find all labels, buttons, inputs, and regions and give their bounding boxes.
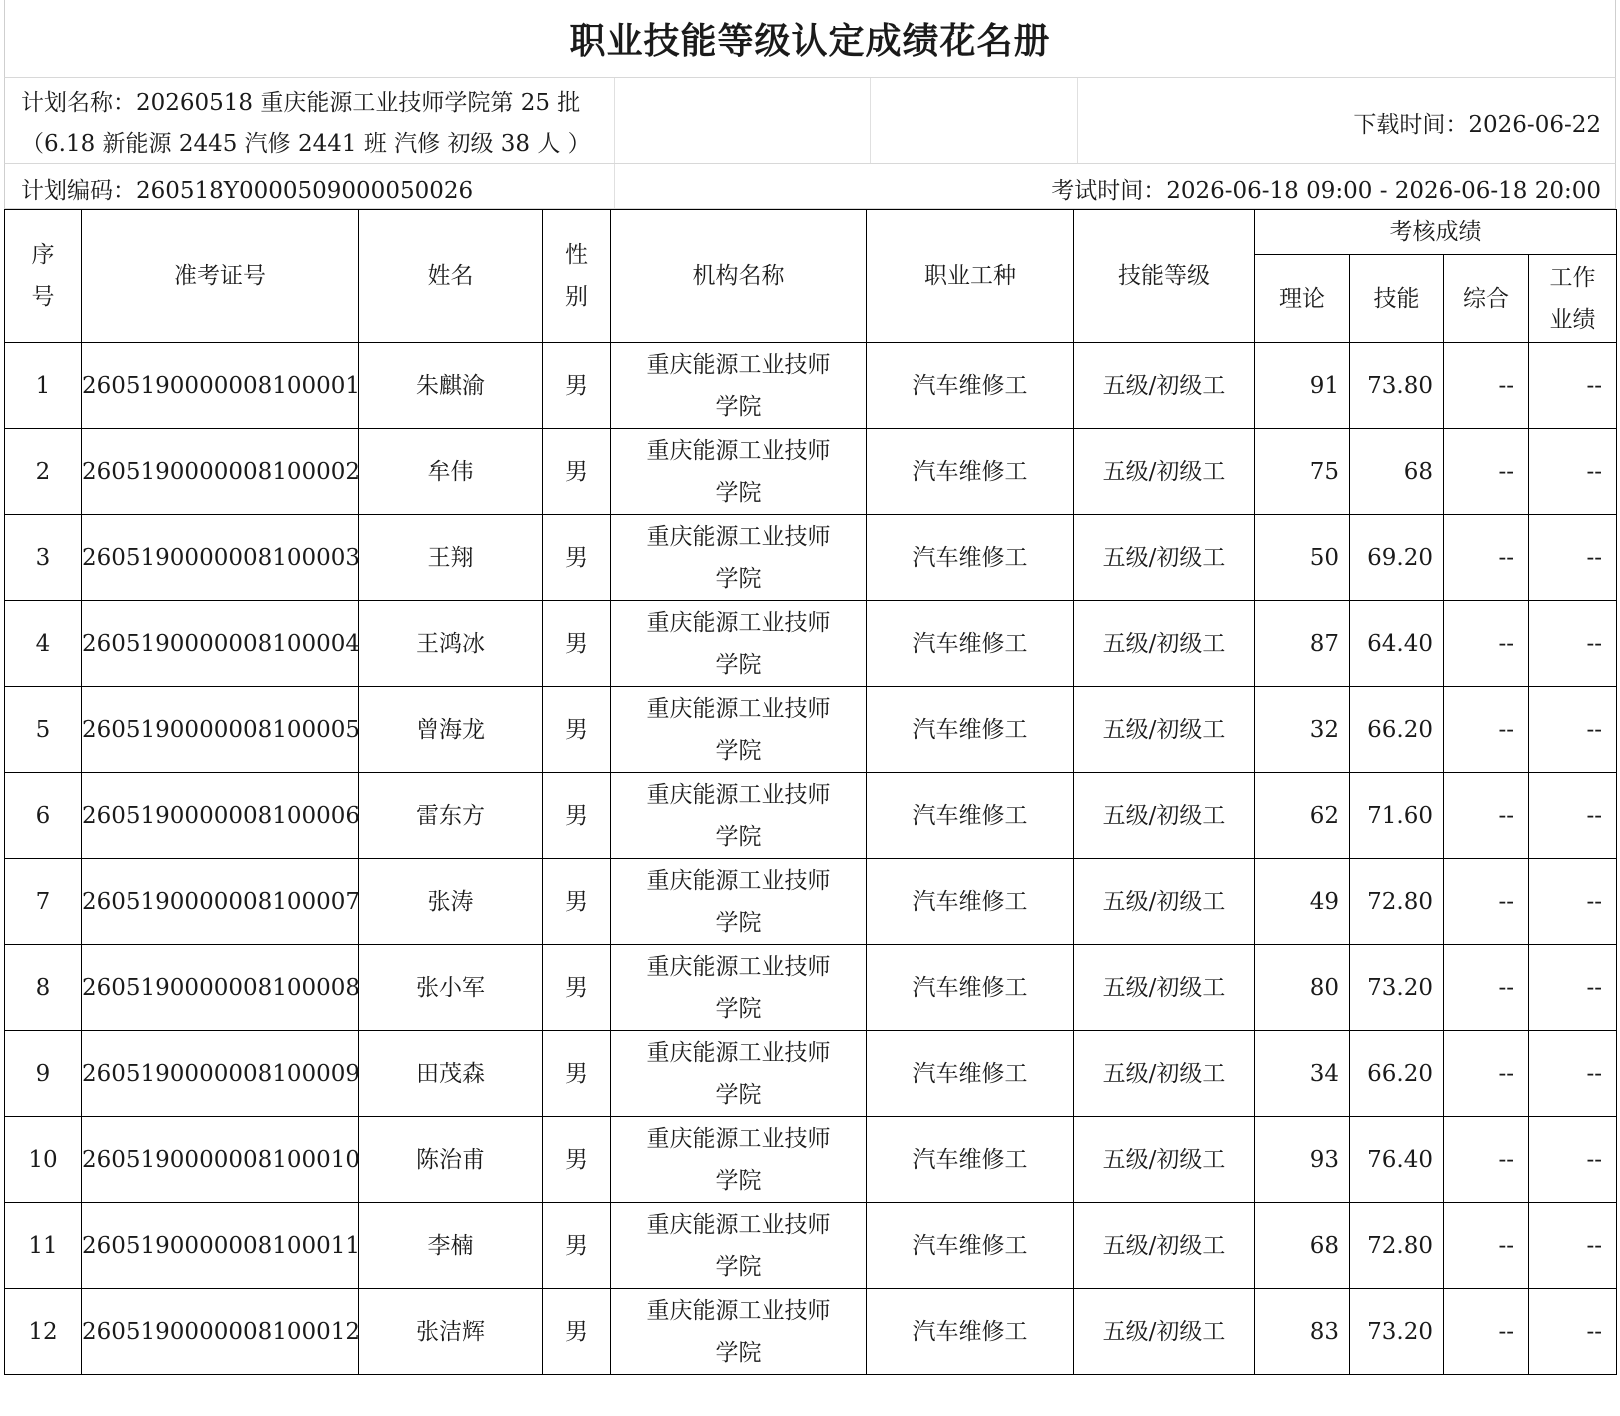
cell-seq: 5 bbox=[5, 687, 82, 773]
header-scores-group: 考核成绩 bbox=[1255, 210, 1617, 255]
cell-name: 张洁辉 bbox=[359, 1289, 543, 1375]
cell-gender: 男 bbox=[543, 515, 611, 601]
cell-org: 重庆能源工业技师 学院 bbox=[611, 1203, 867, 1289]
cell-name: 朱麒渝 bbox=[359, 343, 543, 429]
cell-name: 李楠 bbox=[359, 1203, 543, 1289]
cell-org: 重庆能源工业技师 学院 bbox=[611, 343, 867, 429]
cell-skill: 69.20 bbox=[1350, 515, 1444, 601]
cell-seq: 12 bbox=[5, 1289, 82, 1375]
plan-code-row bbox=[4, 164, 1616, 209]
cell-ticket: 2605190000008100005 bbox=[82, 687, 359, 773]
cell-level: 五级/初级工 bbox=[1074, 859, 1255, 945]
table-row bbox=[5, 343, 1617, 429]
header-skill: 技能 bbox=[1350, 255, 1444, 343]
cell-skill: 68 bbox=[1350, 429, 1444, 515]
cell-gender: 男 bbox=[543, 429, 611, 515]
cell-theory: 68 bbox=[1255, 1203, 1350, 1289]
cell-gender: 男 bbox=[543, 773, 611, 859]
cell-theory: 50 bbox=[1255, 515, 1350, 601]
cell-ticket: 2605190000008100011 bbox=[82, 1203, 359, 1289]
cell-gender: 男 bbox=[543, 687, 611, 773]
cell-job: 汽车维修工 bbox=[867, 859, 1074, 945]
cell-gender: 男 bbox=[543, 945, 611, 1031]
cell-overall: -- bbox=[1444, 1203, 1529, 1289]
cell-skill: 66.20 bbox=[1350, 1031, 1444, 1117]
cell-seq: 11 bbox=[5, 1203, 82, 1289]
cell-skill: 71.60 bbox=[1350, 773, 1444, 859]
cell-job: 汽车维修工 bbox=[867, 601, 1074, 687]
cell-work: -- bbox=[1529, 601, 1617, 687]
plan-name-line1: 计划名称：20260518 重庆能源工业技师学院第 25 批 bbox=[21, 90, 581, 116]
cell-gender: 男 bbox=[543, 1203, 611, 1289]
header-ticket: 准考证号 bbox=[82, 210, 359, 343]
page-title: 职业技能等级认定成绩花名册 bbox=[4, 0, 1616, 78]
cell-org: 重庆能源工业技师 学院 bbox=[611, 601, 867, 687]
cell-theory: 62 bbox=[1255, 773, 1350, 859]
cell-overall: -- bbox=[1444, 1117, 1529, 1203]
cell-seq: 9 bbox=[5, 1031, 82, 1117]
cell-overall: -- bbox=[1444, 1289, 1529, 1375]
cell-skill: 72.80 bbox=[1350, 1203, 1444, 1289]
cell-work: -- bbox=[1529, 1117, 1617, 1203]
table-row bbox=[5, 1031, 1617, 1117]
cell-theory: 75 bbox=[1255, 429, 1350, 515]
cell-seq: 1 bbox=[5, 343, 82, 429]
cell-gender: 男 bbox=[543, 1031, 611, 1117]
header-seq: 序 号 bbox=[5, 210, 82, 343]
score-table bbox=[4, 209, 1617, 1375]
cell-ticket: 2605190000008100004 bbox=[82, 601, 359, 687]
table-row bbox=[5, 515, 1617, 601]
cell-job: 汽车维修工 bbox=[867, 515, 1074, 601]
cell-job: 汽车维修工 bbox=[867, 773, 1074, 859]
cell-job: 汽车维修工 bbox=[867, 1031, 1074, 1117]
cell-seq: 8 bbox=[5, 945, 82, 1031]
table-row bbox=[5, 945, 1617, 1031]
cell-job: 汽车维修工 bbox=[867, 343, 1074, 429]
plan-info-row bbox=[4, 78, 1616, 164]
header-job: 职业工种 bbox=[867, 210, 1074, 343]
cell-job: 汽车维修工 bbox=[867, 429, 1074, 515]
cell-level: 五级/初级工 bbox=[1074, 945, 1255, 1031]
cell-skill: 73.20 bbox=[1350, 945, 1444, 1031]
cell-org: 重庆能源工业技师 学院 bbox=[611, 429, 867, 515]
cell-ticket: 2605190000008100006 bbox=[82, 773, 359, 859]
cell-org: 重庆能源工业技师 学院 bbox=[611, 515, 867, 601]
cell-gender: 男 bbox=[543, 343, 611, 429]
cell-name: 张涛 bbox=[359, 859, 543, 945]
cell-work: -- bbox=[1529, 1031, 1617, 1117]
header-name: 姓名 bbox=[359, 210, 543, 343]
cell-ticket: 2605190000008100010 bbox=[82, 1117, 359, 1203]
header-org: 机构名称 bbox=[611, 210, 867, 343]
cell-skill: 64.40 bbox=[1350, 601, 1444, 687]
cell-work: -- bbox=[1529, 1203, 1617, 1289]
cell-job: 汽车维修工 bbox=[867, 1289, 1074, 1375]
cell-name: 曾海龙 bbox=[359, 687, 543, 773]
cell-org: 重庆能源工业技师 学院 bbox=[611, 1289, 867, 1375]
table-row bbox=[5, 773, 1617, 859]
cell-seq: 6 bbox=[5, 773, 82, 859]
cell-org: 重庆能源工业技师 学院 bbox=[611, 1031, 867, 1117]
cell-overall: -- bbox=[1444, 945, 1529, 1031]
cell-seq: 3 bbox=[5, 515, 82, 601]
cell-org: 重庆能源工业技师 学院 bbox=[611, 945, 867, 1031]
cell-level: 五级/初级工 bbox=[1074, 1203, 1255, 1289]
header-level: 技能等级 bbox=[1074, 210, 1255, 343]
cell-org: 重庆能源工业技师 学院 bbox=[611, 859, 867, 945]
cell-name: 陈治甫 bbox=[359, 1117, 543, 1203]
cell-name: 雷东方 bbox=[359, 773, 543, 859]
cell-seq: 2 bbox=[5, 429, 82, 515]
table-row bbox=[5, 1117, 1617, 1203]
cell-skill: 73.20 bbox=[1350, 1289, 1444, 1375]
cell-org: 重庆能源工业技师 学院 bbox=[611, 1117, 867, 1203]
cell-level: 五级/初级工 bbox=[1074, 773, 1255, 859]
cell-work: -- bbox=[1529, 429, 1617, 515]
plan-name-line2: （6.18 新能源 2445 汽修 2441 班 汽修 初级 38 人 ） bbox=[21, 131, 591, 157]
cell-work: -- bbox=[1529, 1289, 1617, 1375]
cell-name: 牟伟 bbox=[359, 429, 543, 515]
table-row bbox=[5, 687, 1617, 773]
cell-job: 汽车维修工 bbox=[867, 1203, 1074, 1289]
cell-level: 五级/初级工 bbox=[1074, 687, 1255, 773]
cell-gender: 男 bbox=[543, 1117, 611, 1203]
table-row bbox=[5, 1203, 1617, 1289]
cell-job: 汽车维修工 bbox=[867, 945, 1074, 1031]
cell-theory: 80 bbox=[1255, 945, 1350, 1031]
cell-name: 王翔 bbox=[359, 515, 543, 601]
cell-name: 王鸿冰 bbox=[359, 601, 543, 687]
cell-seq: 4 bbox=[5, 601, 82, 687]
cell-theory: 87 bbox=[1255, 601, 1350, 687]
cell-job: 汽车维修工 bbox=[867, 687, 1074, 773]
cell-ticket: 2605190000008100007 bbox=[82, 859, 359, 945]
cell-work: -- bbox=[1529, 773, 1617, 859]
cell-gender: 男 bbox=[543, 601, 611, 687]
cell-work: -- bbox=[1529, 515, 1617, 601]
cell-skill: 73.80 bbox=[1350, 343, 1444, 429]
cell-org: 重庆能源工业技师 学院 bbox=[611, 773, 867, 859]
cell-level: 五级/初级工 bbox=[1074, 1031, 1255, 1117]
cell-overall: -- bbox=[1444, 515, 1529, 601]
cell-skill: 66.20 bbox=[1350, 687, 1444, 773]
header-theory: 理论 bbox=[1255, 255, 1350, 343]
roster-sheet bbox=[4, 0, 1616, 1375]
cell-level: 五级/初级工 bbox=[1074, 601, 1255, 687]
cell-level: 五级/初级工 bbox=[1074, 1289, 1255, 1375]
cell-overall: -- bbox=[1444, 773, 1529, 859]
cell-skill: 72.80 bbox=[1350, 859, 1444, 945]
cell-seq: 10 bbox=[5, 1117, 82, 1203]
cell-name: 田茂森 bbox=[359, 1031, 543, 1117]
cell-work: -- bbox=[1529, 687, 1617, 773]
cell-name: 张小军 bbox=[359, 945, 543, 1031]
cell-level: 五级/初级工 bbox=[1074, 429, 1255, 515]
header-work: 工作 业绩 bbox=[1529, 255, 1617, 343]
cell-skill: 76.40 bbox=[1350, 1117, 1444, 1203]
cell-overall: -- bbox=[1444, 859, 1529, 945]
cell-gender: 男 bbox=[543, 1289, 611, 1375]
cell-theory: 49 bbox=[1255, 859, 1350, 945]
cell-theory: 32 bbox=[1255, 687, 1350, 773]
cell-overall: -- bbox=[1444, 687, 1529, 773]
cell-level: 五级/初级工 bbox=[1074, 515, 1255, 601]
cell-gender: 男 bbox=[543, 859, 611, 945]
cell-overall: -- bbox=[1444, 429, 1529, 515]
cell-theory: 93 bbox=[1255, 1117, 1350, 1203]
cell-overall: -- bbox=[1444, 601, 1529, 687]
cell-seq: 7 bbox=[5, 859, 82, 945]
cell-level: 五级/初级工 bbox=[1074, 343, 1255, 429]
cell-overall: -- bbox=[1444, 343, 1529, 429]
cell-work: -- bbox=[1529, 343, 1617, 429]
cell-level: 五级/初级工 bbox=[1074, 1117, 1255, 1203]
cell-theory: 34 bbox=[1255, 1031, 1350, 1117]
cell-ticket: 2605190000008100012 bbox=[82, 1289, 359, 1375]
cell-ticket: 2605190000008100002 bbox=[82, 429, 359, 515]
cell-job: 汽车维修工 bbox=[867, 1117, 1074, 1203]
cell-overall: -- bbox=[1444, 1031, 1529, 1117]
header-overall: 综合 bbox=[1444, 255, 1529, 343]
cell-ticket: 2605190000008100003 bbox=[82, 515, 359, 601]
cell-work: -- bbox=[1529, 945, 1617, 1031]
cell-theory: 83 bbox=[1255, 1289, 1350, 1375]
table-row bbox=[5, 429, 1617, 515]
cell-theory: 91 bbox=[1255, 343, 1350, 429]
table-row bbox=[5, 1289, 1617, 1375]
cell-ticket: 2605190000008100008 bbox=[82, 945, 359, 1031]
header-gender: 性 别 bbox=[543, 210, 611, 343]
cell-ticket: 2605190000008100001 bbox=[82, 343, 359, 429]
cell-work: -- bbox=[1529, 859, 1617, 945]
exam-time: 考试时间：2026-06-18 09:00 - 2026-06-18 20:00 bbox=[1051, 178, 1601, 204]
cell-ticket: 2605190000008100009 bbox=[82, 1031, 359, 1117]
plan-code: 计划编码：260518Y0000509000050026 bbox=[21, 178, 474, 204]
cell-org: 重庆能源工业技师 学院 bbox=[611, 687, 867, 773]
download-time: 下载时间：2026-06-22 bbox=[1353, 112, 1601, 138]
table-row bbox=[5, 601, 1617, 687]
table-row bbox=[5, 859, 1617, 945]
